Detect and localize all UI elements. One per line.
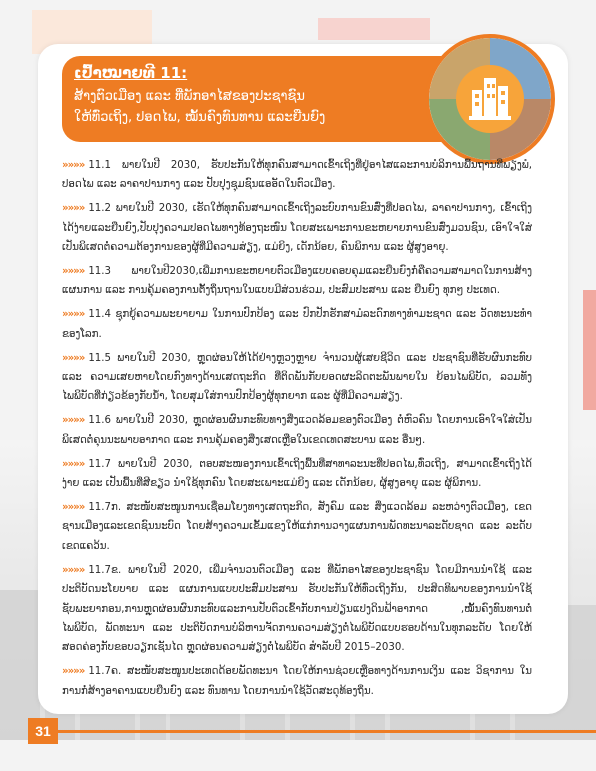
goal-subtitle-line-1: ສ້າງຕົວເມືອງ ແລະ ທີ່ພັກອາໄສຂອງປະຊາຊົນ bbox=[74, 89, 305, 104]
goal-title: ເປົ້າໝາຍທີ 11: bbox=[74, 64, 188, 82]
sustainable-cities-icon bbox=[425, 34, 555, 164]
decorative-block-pink-right bbox=[583, 290, 596, 410]
goal-subtitle bbox=[74, 86, 444, 128]
target-paragraph bbox=[62, 305, 532, 344]
bullet-arrows: »»»» bbox=[62, 458, 85, 470]
target-text: 11.4 ຊຸກຍູ້ຄວາມພະຍາຍາມ ໃນການປົກປ້ອງ ແລະ ປົກປັກຮັກສາມໍລະດົກທາງທໍາມະຊາດ ແລະ ວັດທະນະທໍາຂອງໂລກ. bbox=[62, 309, 532, 340]
decorative-block-pink-top bbox=[318, 18, 430, 40]
bullet-arrows: »»»» bbox=[62, 309, 85, 321]
goal-subtitle-line-2: ໃຫ້ທົ່ວເຖິງ, ປອດໄພ, ໝັ້ນຄົງທົນທານ ແລະຍືນຍົງ bbox=[74, 110, 326, 125]
bullet-arrows: »»»» bbox=[62, 266, 85, 278]
target-text: 11.7ຄ. ສະໜັບສະໜູນປະເທດດ້ອຍພັດທະນາ ໂດຍໃຫ້ການຊ່ວຍເຫຼືອທາງດ້ານການເງິນ ແລະ ວິຊາການ ໃນການກໍ່ສ້າງອາຄານແບບຍືນຍົງ ແລະ ທົນທານ ໂດຍການນໍາໃຊ້ວັດສະດຸທ້ອງຖິ່ນ. bbox=[62, 666, 532, 697]
target-paragraph bbox=[62, 349, 532, 407]
targets-list bbox=[62, 156, 532, 706]
target-text: 11.7ກ. ສະໜັບສະໜູນການເຊື່ອມໂຍງທາງເສດຖະກິດ, ສັງຄົມ ແລະ ສິ່ງແວດລ້ອມ ລະຫວ່າງຕົວເມືອງ, ເຂດຊານເມືອງແລະເຂດຊົນນະບົດ ໂດຍສ້າງຄວາມເຂັ້ມແຂງໃຫ້ແກ່ການວາງແຜນການພັດທະນາລະດັບຊາດ ແລະ ລະດັບເຂດແຄວ້ນ. bbox=[62, 502, 532, 552]
bullet-arrows: »»»» bbox=[62, 502, 85, 513]
bullet-arrows: »»»» bbox=[62, 203, 85, 215]
target-text: 11.5 ພາຍໃນປີ 2030, ຫຼຸດຜ່ອນໃຫ້ໄດ້ຢ່າງຫຼວງຫຼາຍ ຈໍານວນຜູ້ເສຍຊີວິດ ແລະ ປະຊາຊົນທີ່ຮັບຜົນກະທົບ ແລະ ຄວາມເສຍຫາຍໂດຍກົງທາງດ້ານເສດຖະກິດ ທີ່ຕິດພັນກັບຍອດຜະລິດຕະພັນພາຍໃນ ຍ້ອນໄພພິບັດ, ລວມທັງໄພພິບັດທີ່ກ່ຽວຂ້ອງກັບນໍ້າ, ໂດຍສຸມໃສ່ການປົກປ້ອງຜູ້ທຸກຍາກ ແລະ ຜູ້ທີ່ມີຄວາມສ່ຽງ. bbox=[62, 352, 532, 403]
target-paragraph bbox=[62, 455, 532, 494]
target-text: 11.7 ພາຍໃນປີ 2030, ຕອບສະໜອງການເຂົ້າເຖິງພື້ນທີ່ສາທາລະນະທີ່ປອດໄພ,ທົ່ວເຖິງ, ສາມາດເຂົ້າເຖິງໄດ້ງ່າຍ ແລະ ເປັນພື້ນທີ່ສີຂຽວ ນໍາໃຊ້ທຸກຄົນ ໂດຍສະເພາະແມ່ຍິງ ແລະ ເດັກນ້ອຍ, ຜູ້ສູງອາຍຸ ແລະ ຜູ້ພິການ. bbox=[62, 458, 532, 490]
bullet-arrows: »»»» bbox=[62, 160, 85, 171]
target-text: 11.3 ພາຍໃນປີ2030,ເພີ່ມການຂະຫຍາຍຕົວເມືອງແບບຄອບຄຸມແລະຍືນຍົງກໍ່ຄືຄວາມສາມາດໃນການສ້າງແຜນການ ແລະ ການຄຸ້ມຄອງການຕັ້ງຖິ່ນຖານໃນແບບມີສ່ວນຮ່ວມ, ປະສົມປະສານ ແລະ ຍືນຍົງ ທຸກໆ ປະເທດ. bbox=[62, 266, 532, 297]
page-number: 31 bbox=[28, 718, 58, 744]
target-text: 11.7ຂ. ພາຍໃນປີ 2020, ເພີ່ມຈໍານວນຕົວເມືອງ ແລະ ທີ່ພັກອາໄສຂອງປະຊາຊົນ ໂດຍມີການນໍາໃຊ້ ແລະ ປະຕິບັດນະໂຍບາຍ ແລະ ແຜນການແບບປະສົມປະສານ ຮັບປະກັນໃຫ້ທົ່ວເຖິງກັນ, ປະສິດທິພາບຂອງການນໍາໃຊ້ຊັບພະຍາກອນ,ການຫຼຸດຜ່ອນຜົນກະທົບແລະການປັບຕົວເຂົ້າກັບການປ່ຽນແປງດິນຟ້າອາກາດ ,ໝັ້ນຄົງທົນທານຕໍ່ໄພພິບັດ, ພັດທະນາ ແລະ ປະຕິບັດການບໍລິຫານຈັດການຄວາມສ່ຽງຕໍ່ໄພພິບັດແບບຮອບດ້ານໃນທຸກລະດັບ ໂດຍໃຫ້ສອດຄ່ອງກັບຂອບວຽກເຊັນໄດ ຫຼຸດຜ່ອນຄວາມສ່ຽງຕໍ່ໄພພິບັດ ສໍາລັບປີ 2015–2030. bbox=[62, 564, 532, 654]
target-paragraph bbox=[62, 498, 532, 556]
target-paragraph bbox=[62, 199, 532, 257]
target-text: 11.2 ພາຍໃນປີ 2030, ເຮັດໃຫ້ທຸກຄົນສາມາດເຂົ້າເຖິງລະບົບການຂົນສົ່ງທີ່ປອດໄພ, ລາຄາປານກາງ, ເຂົ້າເຖິງໄດ້ງ່າຍແລະຍືນຍົງ,ປັບປຸງຄວາມປອດໄພທາງທ້ອງຖະໜົນ ໂດຍສະເພາະການຂະຫຍາຍການຂົນສົ່ງມວນຊົນ, ເອົາໃຈໃສ່ເປັນພິເສດຕໍ່ຄວາມຕ້ອງການຂອງຜູ້ທີ່ມີຄວາມສ່ຽງ, ແມ່ຍິງ, ເດັກນ້ອຍ, ຄົນພິການ ແລະ ຜູ້ສູງອາຍຸ. bbox=[62, 203, 532, 254]
target-paragraph bbox=[62, 156, 532, 195]
target-text: 11.6 ພາຍໃນປີ 2030, ຫຼຸດຜ່ອນຜົນກະທົບທາງສິ່ງແວດລ້ອມຂອງຕົວເມືອງ ຕໍ່ຫົວຄົນ ໂດຍການເອົາໃຈໃສ່ເປັນພິເສດຕໍ່ຄຸນນະພາບອາກາດ ແລະ ການຄຸ້ມຄອງສິ່ງເສດເຫຼືອໃນເຂດເທດສະບານ ແລະ ອື່ນໆ. bbox=[62, 415, 532, 446]
bullet-arrows: »»»» bbox=[62, 666, 85, 678]
footer-rule bbox=[36, 730, 596, 733]
target-paragraph bbox=[62, 662, 532, 701]
bullet-arrows: »»»» bbox=[62, 564, 85, 576]
target-paragraph bbox=[62, 262, 532, 301]
target-text: 11.1 ພາຍໃນປີ 2030, ຮັບປະກັນໃຫ້ທຸກຄົນສາມາດເຂົ້າເຖິງທີ່ຢູ່ອາໄສແລະການບໍລິການພື້ນຖານທີ່ພຽງພໍ, ປອດໄພ ແລະ ລາຄາປານກາງ ແລະ ປັບປຸງຊຸມຊົນແອອັດໃນຕົວເມືອງ. bbox=[62, 160, 532, 191]
target-paragraph bbox=[62, 561, 532, 658]
bullet-arrows: »»»» bbox=[62, 415, 85, 427]
target-paragraph bbox=[62, 411, 532, 450]
bullet-arrows: »»»» bbox=[62, 352, 85, 364]
